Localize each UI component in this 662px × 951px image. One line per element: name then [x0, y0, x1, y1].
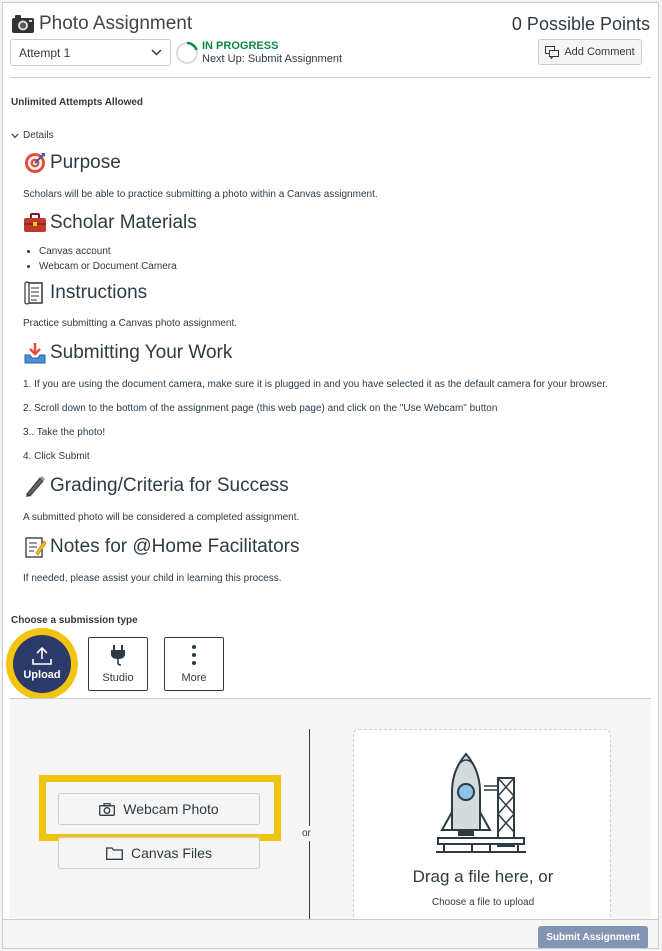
status-next-up: Next Up: Submit Assignment — [202, 53, 343, 65]
materials-list — [39, 246, 177, 276]
inbox-tray-emoji-icon — [23, 341, 47, 365]
instructions-heading — [23, 281, 147, 305]
file-drop-zone[interactable] — [353, 729, 611, 939]
scroll-emoji-icon — [23, 281, 47, 305]
add-comment-label: Add Comment — [564, 46, 635, 58]
notes-heading — [23, 535, 299, 559]
header-divider — [10, 77, 651, 78]
upload-type-inner — [13, 635, 71, 693]
assignment-page — [2, 2, 659, 949]
canvas-files-label: Canvas Files — [131, 845, 212, 861]
canvas-files-button[interactable] — [58, 837, 260, 869]
more-type-button[interactable] — [164, 637, 224, 691]
submit-assignment-button[interactable]: Submit Assignment — [538, 926, 648, 949]
folder-icon — [106, 847, 123, 860]
upload-type-label: Upload — [23, 669, 61, 681]
submitting-heading-text: Submitting Your Work — [50, 342, 233, 363]
possible-points: 0 Possible Points — [511, 14, 650, 34]
progress-ring-icon — [175, 41, 199, 65]
webcam-photo-label: Webcam Photo — [123, 801, 219, 817]
submitting-step: 1. If you are using the document camera, make sure it is plugged in and you have selected it as the default camera for your browser. — [23, 379, 608, 390]
choose-file-link[interactable]: Choose a file to upload — [431, 897, 535, 908]
grading-heading — [23, 474, 289, 498]
plug-icon — [109, 644, 127, 666]
purpose-text: Scholars will be able to practice submitting a photo within a Canvas assignment. — [23, 189, 378, 200]
add-comment-button[interactable] — [538, 39, 642, 65]
webcam-photo-button[interactable] — [58, 793, 260, 825]
notes-text: If needed, please assist your child in learning this process. — [23, 573, 282, 584]
upload-type-button[interactable] — [6, 628, 78, 700]
upload-icon — [32, 647, 52, 665]
studio-type-label: Studio — [102, 672, 134, 684]
submission-footer — [3, 919, 659, 949]
or-label: or — [302, 828, 311, 839]
memo-emoji-icon — [23, 535, 47, 559]
submitting-step: 3.. Take the photo! — [23, 427, 106, 438]
status-in-progress: IN PROGRESS — [202, 40, 279, 52]
pencil-emoji-icon — [23, 474, 47, 498]
more-vertical-icon — [191, 644, 197, 666]
submission-type-label: Choose a submission type — [11, 615, 138, 626]
materials-heading — [23, 212, 197, 234]
list-item: • Webcam or Document Camera — [39, 261, 177, 272]
submitting-step: 4. Click Submit — [23, 451, 90, 462]
attempt-select-value: Attempt 1 — [19, 45, 71, 60]
grading-text: A submitted photo will be considered a completed assignment. — [23, 512, 300, 523]
camera-icon — [99, 803, 115, 816]
more-type-label: More — [181, 672, 207, 684]
details-toggle[interactable] — [11, 130, 54, 141]
purpose-heading-text: Purpose — [50, 152, 121, 173]
notes-heading-text: Notes for @Home Facilitators — [50, 536, 300, 557]
chevron-down-icon — [151, 49, 162, 56]
studio-type-button[interactable] — [88, 637, 148, 691]
instructions-text: Practice submitting a Canvas photo assignment. — [23, 318, 237, 329]
list-item: • Canvas account — [39, 246, 177, 257]
page-title-text: Photo Assignment — [39, 13, 193, 34]
toolbox-emoji-icon — [23, 212, 47, 234]
camera-emoji-icon — [11, 14, 35, 34]
drag-file-text: Drag a file here, or — [412, 867, 554, 886]
instructions-heading-text: Instructions — [50, 282, 148, 303]
grading-heading-text: Grading/Criteria for Success — [50, 475, 289, 496]
comment-icon — [545, 46, 559, 59]
purpose-heading — [23, 151, 121, 175]
workflow-status — [202, 40, 342, 66]
page-title — [11, 13, 192, 35]
submitting-step: 2. Scroll down to the bottom of the assignment page (this web page) and click on the "Use Webcam" button — [23, 403, 498, 414]
target-emoji-icon — [23, 151, 47, 175]
details-label: Details — [23, 130, 54, 141]
attempt-select[interactable] — [10, 39, 171, 66]
submitting-heading — [23, 341, 232, 365]
chevron-down-icon — [11, 133, 19, 139]
rocket-launch-icon — [432, 752, 532, 860]
attempts-note: Unlimited Attempts Allowed — [11, 97, 144, 108]
materials-heading-text: Scholar Materials — [50, 212, 197, 233]
